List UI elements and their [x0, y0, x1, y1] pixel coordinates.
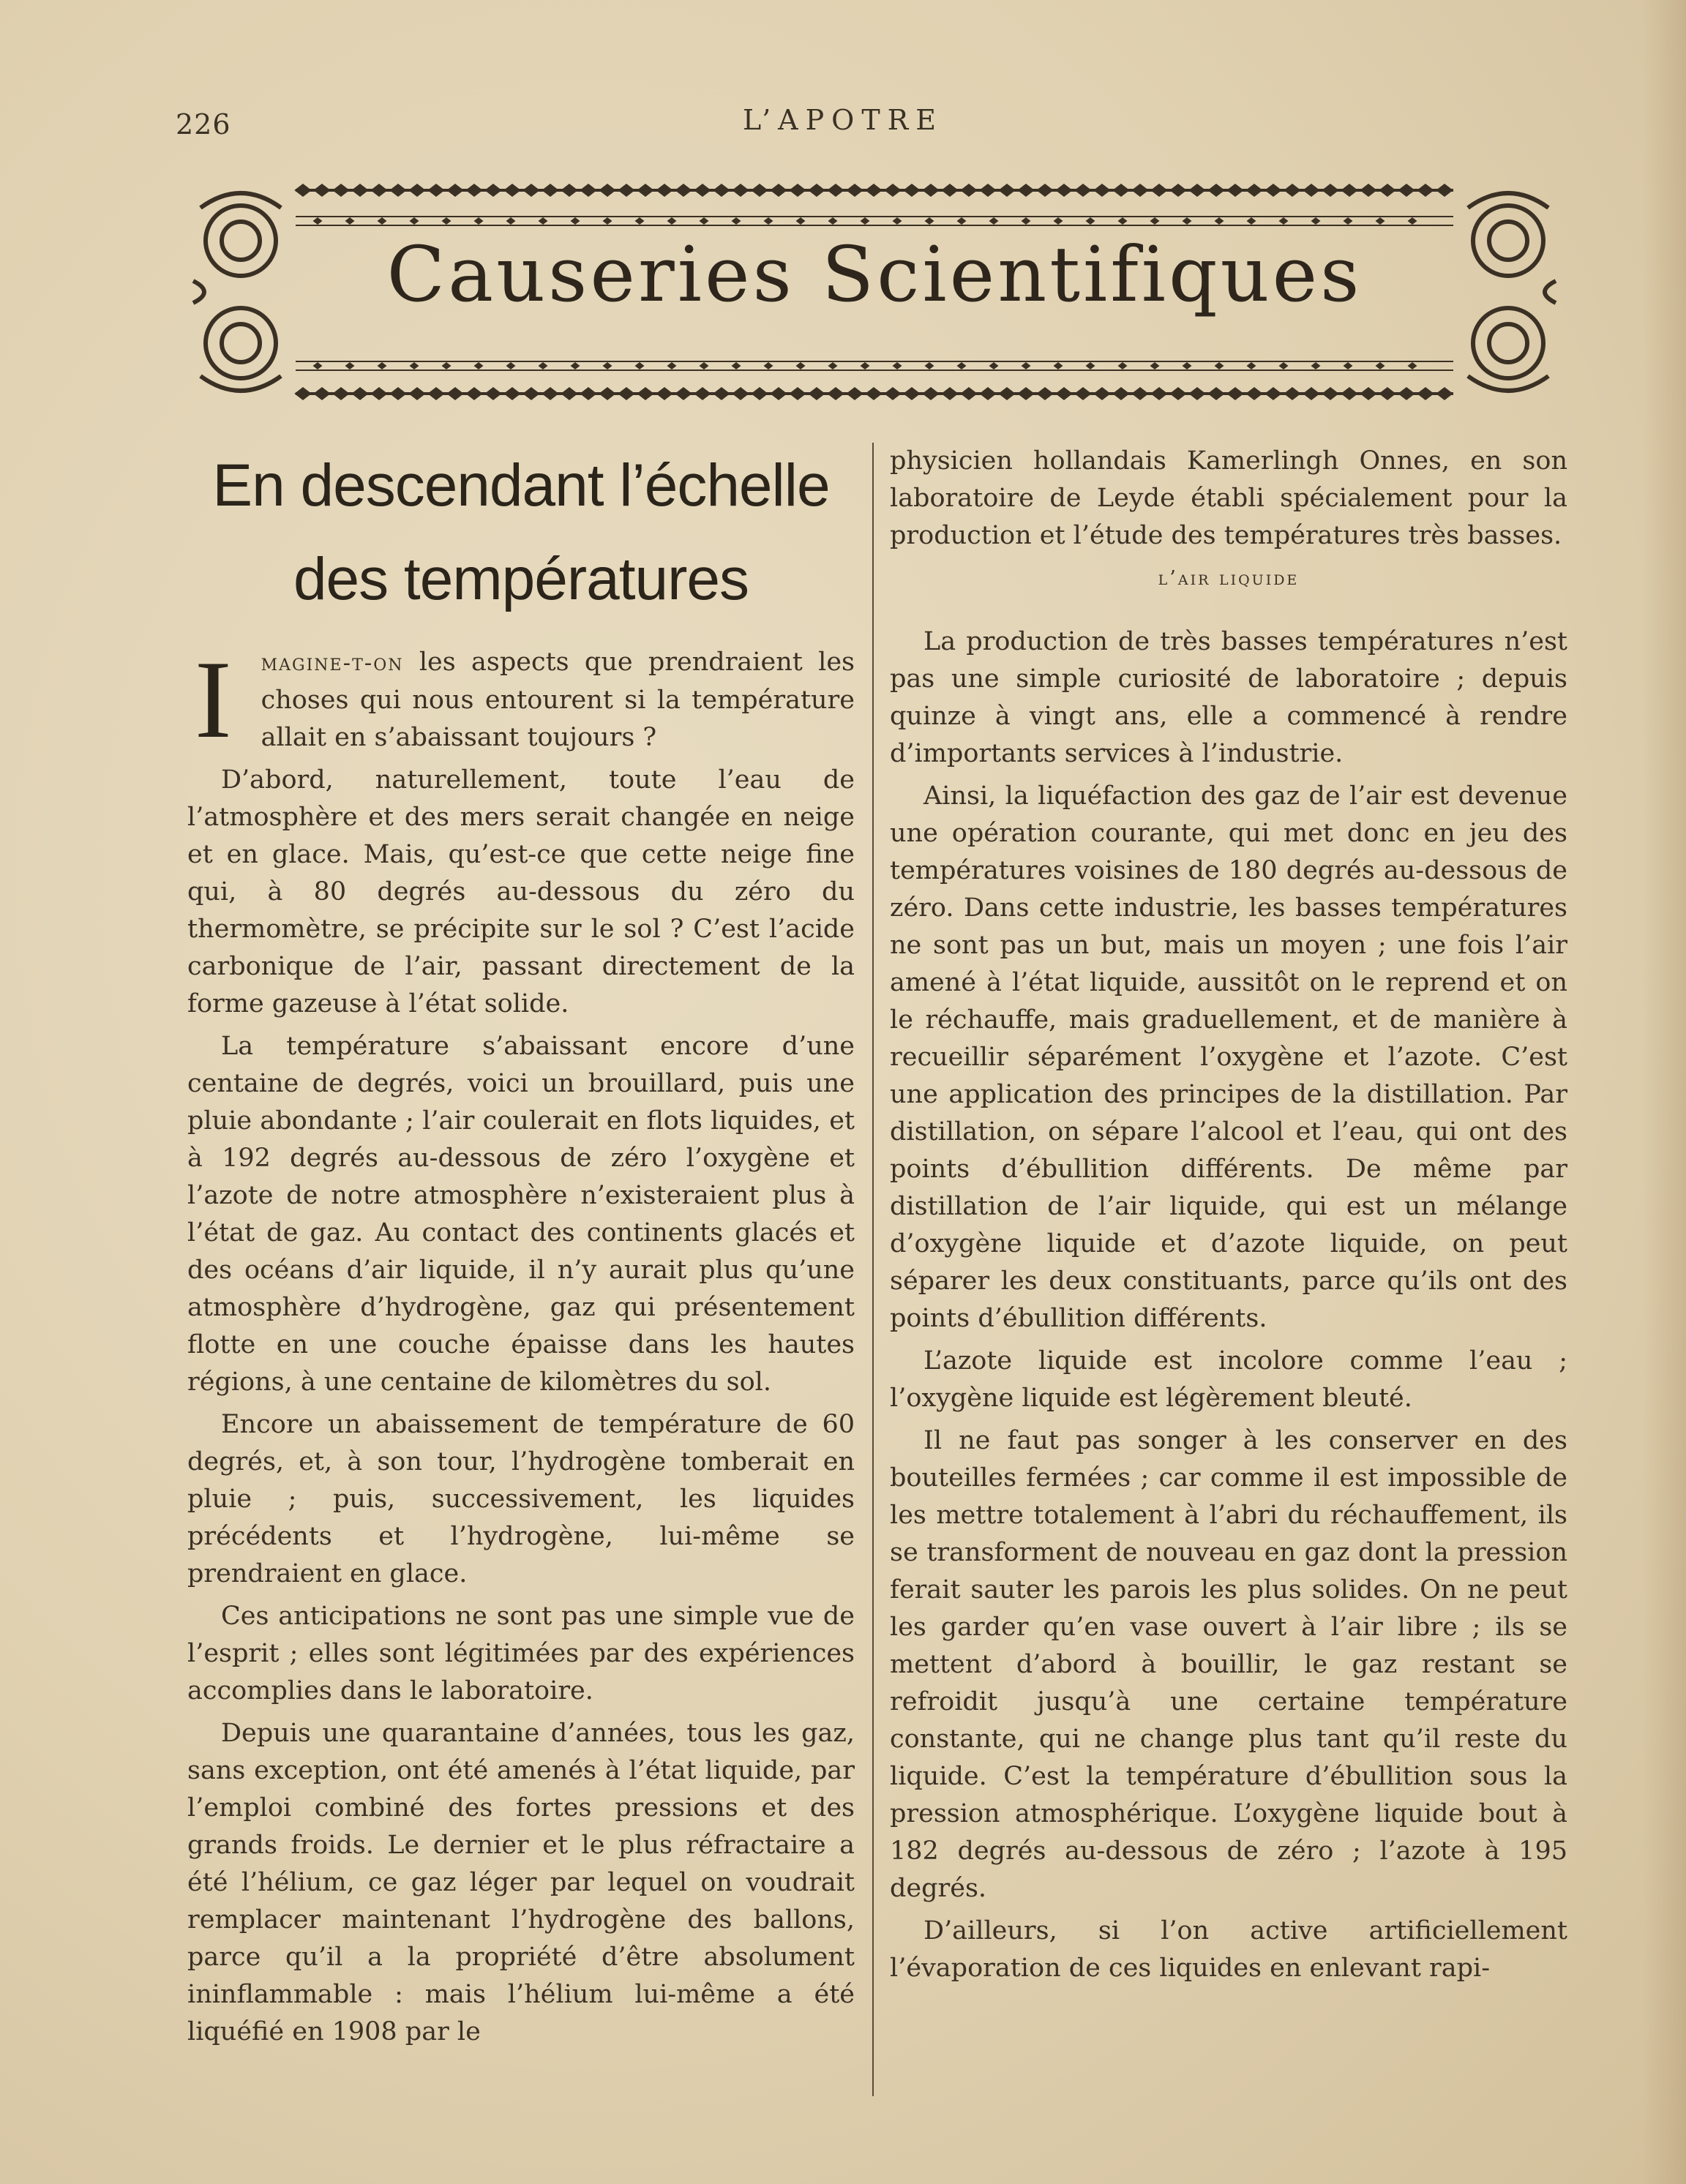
ornament-diamond — [1322, 387, 1338, 400]
ornament-diamond — [957, 217, 967, 225]
continuation-paragraph: physicien hollandais Kamerlingh Onnes, en son laboratoire de Leyde établi spécialement pour la production et l’étude des températures très basses. — [890, 446, 1567, 550]
subheading: l’air liquide — [1158, 567, 1300, 590]
ornament-diamond — [941, 387, 958, 400]
ornament-diamond — [465, 387, 482, 400]
ornament-diamond — [770, 387, 787, 400]
ornament-diamond — [408, 387, 425, 400]
ornament-diamond — [1022, 217, 1031, 225]
dot-row-top — [313, 217, 1417, 225]
ornament-diamond — [903, 184, 920, 197]
running-head: L’APOTRE — [742, 104, 944, 136]
ornament-diamond — [1417, 387, 1434, 400]
ornament-diamond — [884, 184, 901, 197]
ornament-diamond — [1226, 387, 1243, 400]
ornament-diamond — [389, 387, 406, 400]
ornament-diamond — [1376, 217, 1385, 225]
ornament-diamond — [1183, 217, 1192, 225]
ornament-diamond — [941, 184, 958, 197]
ornament-diamond — [1118, 362, 1128, 369]
page-number: 226 — [176, 108, 231, 140]
ornament-diamond — [522, 184, 539, 197]
ornament-diamond — [1245, 387, 1262, 400]
ornament-diamond — [732, 217, 741, 225]
paragraph: D’ailleurs, si l’on active artificiellement l’évaporation de ces liquides en enlevant rapi- — [890, 1916, 1567, 1983]
ornament-diamond — [637, 184, 653, 197]
ornament-diamond — [503, 387, 520, 400]
ornament-diamond — [603, 362, 612, 369]
ornament-diamond — [1054, 217, 1063, 225]
ornament-diamond — [1118, 217, 1128, 225]
ornament-diamond — [828, 217, 838, 225]
ornament-diamond — [751, 184, 768, 197]
ornament-diamond — [884, 387, 901, 400]
ornament-diamond — [571, 362, 580, 369]
ornament-diamond — [484, 387, 501, 400]
ornament-diamond — [1188, 387, 1205, 400]
ornament-diamond — [1436, 184, 1453, 197]
ornament-diamond — [1245, 184, 1262, 197]
ornament-diamond — [1311, 362, 1321, 369]
ornament-diamond — [789, 387, 806, 400]
ornament-diamond — [1436, 387, 1453, 400]
ornament-diamond — [1417, 184, 1434, 197]
ornament-diamond — [1379, 387, 1395, 400]
ornament-diamond — [1054, 362, 1063, 369]
ornament-diamond — [808, 387, 825, 400]
ornament-diamond — [1086, 362, 1095, 369]
ornament-diamond — [313, 362, 323, 369]
paragraph: Ces anticipations ne sont pas une simple vue de l’esprit ; elles sont légitimées par des expériences accomplies dans le laboratoire. — [187, 1602, 855, 1705]
ornament-diamond — [1344, 362, 1353, 369]
ornament-diamond — [1379, 184, 1395, 197]
ornament-diamond — [1022, 362, 1031, 369]
ornament-diamond — [1408, 217, 1417, 225]
ornament-diamond — [351, 387, 368, 400]
ornament-diamond — [1322, 184, 1338, 197]
ornament-diamond — [751, 387, 768, 400]
ornament-diamond — [1303, 387, 1319, 400]
dot-row-bottom — [313, 362, 1417, 369]
ornament-diamond — [313, 387, 330, 400]
ornament-diamond — [998, 184, 1015, 197]
column-divider — [872, 443, 874, 2096]
ornament-diamond — [1074, 184, 1091, 197]
ornament-diamond — [893, 362, 902, 369]
ornament-diamond — [694, 387, 711, 400]
paragraph: Il ne faut pas songer à les conserver en des bouteilles fermées ; car comme il est impossible de les mettre totalement à l’abri du réchauffement, ils se transforment de nouveau en gaz dont la pression ferait sauter les parois les plus solides. On ne peut les garder qu’en vase ouvert à l’air libre ; ils se mettent d’abord à bouillir, le gaz restant se refroidit jusqu’à une certaine température constante, qui ne change plus tant qu’il reste du liquide. C’est la température d’ébullition sous la pression atmosphérique. L’oxygène liquide bout à 182 degrés au-dessous de zéro ; l’azote à 195 degrés. — [890, 1426, 1567, 1903]
ornament-diamond — [1279, 217, 1289, 225]
ornament-diamond — [410, 362, 419, 369]
ornament-diamond — [828, 362, 838, 369]
ornament-diamond — [539, 217, 548, 225]
ornament-diamond — [960, 184, 977, 197]
diamond-chain-bottom — [294, 387, 1453, 400]
ornament-diamond — [345, 362, 355, 369]
ornament-diamond — [522, 387, 539, 400]
ornament-diamond — [1188, 184, 1205, 197]
ornament-diamond — [503, 184, 520, 197]
ornament-diamond — [1150, 362, 1160, 369]
ornament-diamond — [378, 362, 387, 369]
ornament-diamond — [675, 387, 692, 400]
paragraph: Encore un abaissement de température de 60 degrés, et, à son tour, l’hydrogène tomberait en pluie ; puis, successivement, les liquides précédents et l’hydrogène, lui-même se prendraient en glace. — [187, 1410, 855, 1588]
ornament-diamond — [713, 387, 730, 400]
ornament-diamond — [539, 362, 548, 369]
ornament-diamond — [446, 184, 463, 197]
ornament-diamond — [979, 387, 996, 400]
article-title-line-1: En descendant l’échelle — [212, 452, 830, 519]
ornament-diamond — [979, 184, 996, 197]
ornament-diamond — [351, 184, 368, 197]
ornament-diamond — [1264, 184, 1281, 197]
ornament-diamond — [618, 184, 634, 197]
ornament-diamond — [506, 362, 516, 369]
ornament-diamond — [1036, 184, 1053, 197]
ornament-diamond — [957, 362, 967, 369]
ornament-diamond — [637, 387, 653, 400]
ornament-diamond — [294, 387, 311, 400]
ornament-diamond — [1017, 387, 1034, 400]
ornament-diamond — [446, 387, 463, 400]
ornament-diamond — [442, 362, 452, 369]
ornament-diamond — [1264, 387, 1281, 400]
ornament-diamond — [1247, 217, 1256, 225]
ornament-diamond — [732, 387, 749, 400]
ornament-diamond — [370, 387, 387, 400]
ornament-diamond — [1398, 387, 1415, 400]
ornament-diamond — [1112, 387, 1129, 400]
ornament-diamond — [1086, 217, 1095, 225]
ornament-diamond — [408, 184, 425, 197]
ornament-diamond — [808, 184, 825, 197]
opening-paragraph — [187, 638, 855, 761]
ornament-diamond — [427, 387, 444, 400]
ornament-diamond — [922, 184, 939, 197]
ornament-diamond — [561, 387, 577, 400]
ornament-diamond — [846, 184, 863, 197]
ornament-diamond — [1183, 362, 1192, 369]
ornament-diamond — [1131, 184, 1148, 197]
ornament-diamond — [694, 184, 711, 197]
ornament-diamond — [1398, 184, 1415, 197]
ornament-diamond — [542, 387, 558, 400]
ornament-diamond — [732, 362, 741, 369]
ornament-diamond — [1169, 387, 1186, 400]
ornament-diamond — [1093, 387, 1110, 400]
ornament-diamond — [474, 217, 484, 225]
ornament-diamond — [474, 362, 484, 369]
ornament-diamond — [1074, 387, 1091, 400]
ornament-diamond — [1112, 184, 1129, 197]
ornament-diamond — [667, 217, 677, 225]
ornament-diamond — [827, 184, 844, 197]
ornament-diamond — [1247, 362, 1256, 369]
opening-text: les aspects que prendraient les choses qui nous entourent si la température allait en s’abaissant toujours ? — [261, 648, 855, 752]
page-edge-shadow — [1642, 0, 1686, 2184]
ornament-diamond — [313, 184, 330, 197]
ornament-diamond — [1150, 184, 1167, 197]
paragraph: L’azote liquide est incolore comme l’eau ; l’oxygène liquide est légèrement bleuté. — [890, 1346, 1567, 1413]
ornament-diamond — [1150, 387, 1167, 400]
right-column — [890, 443, 1567, 1992]
ornament-diamond — [865, 387, 882, 400]
ornament-diamond — [998, 387, 1015, 400]
ornament-diamond — [1215, 217, 1224, 225]
ornament-diamond — [313, 217, 323, 225]
drop-cap: I — [195, 638, 232, 761]
ornament-diamond — [561, 184, 577, 197]
ornament-diamond — [865, 184, 882, 197]
ornament-diamond — [635, 362, 645, 369]
ornament-diamond — [603, 217, 612, 225]
article-title-line-2: des températures — [293, 546, 749, 612]
ornament-diamond — [389, 184, 406, 197]
left-column — [187, 638, 855, 2056]
ornament-diamond — [732, 184, 749, 197]
ornament-diamond — [1055, 184, 1072, 197]
ornament-diamond — [1055, 387, 1072, 400]
ornament-diamond — [635, 217, 645, 225]
ornament-diamond — [345, 217, 355, 225]
ornament-diamond — [989, 217, 999, 225]
ornament-diamond — [1017, 184, 1034, 197]
ornament-diamond — [410, 217, 419, 225]
ornament-diamond — [1284, 184, 1300, 197]
ornament-diamond — [571, 217, 580, 225]
ornament-diamond — [599, 184, 615, 197]
ornament-diamond — [542, 184, 558, 197]
ornament-diamond — [796, 362, 806, 369]
ornament-diamond — [370, 184, 387, 197]
opening-small-caps: magine-t-on — [261, 650, 404, 676]
article-title — [192, 439, 850, 626]
paragraph: Depuis une quarantaine d’années, tous les gaz, sans exception, ont été amenés à l’état liquide, par l’emploi combiné des fortes pressions et des grands froids. Le dernier et le plus réfractaire a été l’hélium, ce gaz léger par lequel on voudrait remplacer maintenant l’hydrogène des ballons, parce qu’il a la propriété d’être absolument ininflammable : mais l’hélium lui-même a été liquéfié en 1908 par le — [187, 1719, 855, 2046]
ornament-diamond — [667, 362, 677, 369]
ornament-diamond — [925, 217, 934, 225]
ornament-diamond — [989, 362, 999, 369]
ornament-diamond — [484, 184, 501, 197]
ornament-diamond — [1150, 217, 1160, 225]
ornament-diamond — [580, 184, 596, 197]
ornament-diamond — [580, 387, 596, 400]
ornament-diamond — [1344, 217, 1353, 225]
ornament-diamond — [427, 184, 444, 197]
ornament-diamond — [656, 387, 672, 400]
ornament-diamond — [1226, 184, 1243, 197]
ornament-diamond — [796, 217, 806, 225]
ornament-diamond — [925, 362, 934, 369]
ornament-diamond — [332, 387, 349, 400]
ornament-diamond — [1207, 184, 1224, 197]
ornament-diamond — [1341, 387, 1357, 400]
diamond-chain-top — [294, 184, 1453, 197]
ornament-diamond — [1279, 362, 1289, 369]
ornament-diamond — [332, 184, 349, 197]
ornament-diamond — [903, 387, 920, 400]
section-banner — [186, 179, 1563, 405]
ornament-diamond — [1131, 387, 1148, 400]
paragraph: La température s’abaissant encore d’une centaine de degrés, voici un brouillard, puis une pluie abondante ; l’air coulerait en flots liquides, et à 192 degrés au-dessous de zéro l’oxygène et l’azote de notre atmosphère n’existeraient plus à l’état de gaz. Au contact des continents glacés et des océans d’air liquide, il n’y aurait plus qu’une atmosphère d’hydrogène, gaz qui présentement flotte en une couche épaisse dans les hautes régions, à une centaine de kilomètres du sol. — [187, 1032, 855, 1397]
ornament-diamond — [1169, 184, 1186, 197]
ornament-diamond — [861, 362, 870, 369]
ornament-diamond — [764, 217, 773, 225]
ornament-diamond — [861, 217, 870, 225]
ornament-diamond — [442, 217, 452, 225]
ornament-diamond — [1207, 387, 1224, 400]
paragraph: Ainsi, la liquéfaction des gaz de l’air est devenue une opération courante, qui met donc en jeu des températures voisines de 180 degrés au-dessous de zéro. Dans cette industrie, les basses températures ne sont pas un but, mais un moyen ; une fois l’air amené à l’état liquide, aussitôt on le reprend et on le réchauffe, mais graduellement, et de manière à recueillir séparément l’oxygène et l’azote. C’est une application des principes de la distillation. Par distillation, on sépare l’alcool et l’eau, qui ont des points d’ébullition différents. De même par distillation de l’air liquide, qui est un mélange d’oxygène liquide et d’azote liquide, on peut séparer les deux constituants, parce qu’ils ont des points d’ébullition différents. — [890, 781, 1567, 1333]
ornament-diamond — [1036, 387, 1053, 400]
ornament-diamond — [827, 387, 844, 400]
ornament-diamond — [700, 362, 709, 369]
ornament-diamond — [1376, 362, 1385, 369]
ornament-diamond — [1341, 184, 1357, 197]
ornament-diamond — [675, 184, 692, 197]
paragraph: La production de très basses températures n’est pas une simple curiosité de laboratoire ; depuis quinze à vingt ans, elle a commencé à rendre d’importants services à l’industrie. — [890, 627, 1567, 768]
ornament-diamond — [599, 387, 615, 400]
ornament-diamond — [465, 184, 482, 197]
ornament-diamond — [764, 362, 773, 369]
ornament-diamond — [922, 387, 939, 400]
ornament-diamond — [294, 184, 311, 197]
ornament-diamond — [789, 184, 806, 197]
ornament-diamond — [1360, 387, 1376, 400]
ornament-diamond — [618, 387, 634, 400]
ornament-diamond — [846, 387, 863, 400]
ornament-diamond — [506, 217, 516, 225]
ornament-diamond — [1311, 217, 1321, 225]
section-title: Causeries Scientifiques — [386, 230, 1363, 319]
ornament-diamond — [378, 217, 387, 225]
ornament-diamond — [713, 184, 730, 197]
ornament-diamond — [1093, 184, 1110, 197]
ornament-diamond — [1284, 387, 1300, 400]
ornament-diamond — [1408, 362, 1417, 369]
ornament-diamond — [700, 217, 709, 225]
ornament-diamond — [1303, 184, 1319, 197]
ornament-diamond — [656, 184, 672, 197]
ornament-diamond — [960, 387, 977, 400]
paragraph: D’abord, naturellement, toute l’eau de l’atmosphère et des mers serait changée en neige et en glace. Mais, qu’est-ce que cette neige fine qui, à 80 degrés au-dessous du zéro du thermomètre, se précipite sur le sol ? C’est l’acide carbonique de l’air, passant directement de la forme gazeuse à l’état solide. — [187, 765, 855, 1018]
ornament-diamond — [770, 184, 787, 197]
ornament-diamond — [1360, 184, 1376, 197]
ornament-diamond — [1215, 362, 1224, 369]
ornament-diamond — [893, 217, 902, 225]
